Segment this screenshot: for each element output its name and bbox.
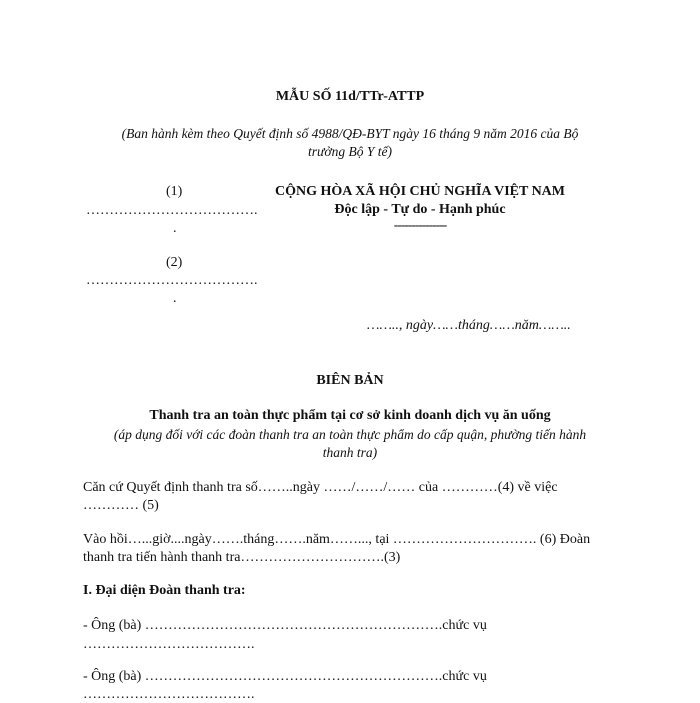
motto-rule: --------------- [393, 217, 447, 232]
date-line: …….., ngày……tháng……năm…….. [367, 318, 571, 333]
agency-dot-2: . [173, 291, 177, 306]
issued-note-line1: (Ban hành kèm theo Quyết định số 4988/QĐ-BYT ngày 16 tháng 9 năm 2016 của Bộ [121, 126, 579, 141]
inspector-2-line2: ………………………………. [83, 687, 255, 702]
section-1-heading: I. Đại diện Đoàn thanh tra: [83, 583, 246, 598]
agency-label-2: (2) [166, 255, 183, 270]
document-title: BIÊN BẢN [316, 373, 384, 388]
scope-line1: (áp dụng đối với các đoàn thanh tra an toàn thực phẩm do cấp quận, phường tiến hành [113, 427, 587, 442]
scope-line2: thanh tra) [322, 445, 378, 460]
inspector-1-line2: ………………………………. [83, 637, 255, 652]
paragraph-2-line2: thanh tra tiến hành thanh tra………………………….(3) [83, 550, 401, 565]
agency-dot-1: . [173, 221, 177, 236]
issued-note-line2: trưởng Bộ Y tế) [308, 144, 392, 159]
agency-dots-2: ………………………………. [86, 273, 258, 288]
national-title: CỘNG HÒA XÃ HỘI CHỦ NGHĨA VIỆT NAM [274, 184, 565, 199]
agency-dots-1: ………………………………. [86, 203, 258, 218]
document-subtitle: Thanh tra an toàn thực phẩm tại cơ sở kinh doanh dịch vụ ăn uống [149, 408, 551, 423]
agency-label-1: (1) [166, 184, 183, 199]
paragraph-2-line1: Vào hồi…...giờ....ngày…….tháng…….năm……..., tại …………………………. (6) Đoàn [83, 532, 591, 547]
form-code: MẪU SỐ 11d/TTr-ATTP [275, 89, 425, 104]
inspector-2-line1: - Ông (bà) ……………………………………………………….chức vụ [83, 669, 487, 684]
paragraph-1-line2: ………… (5) [83, 498, 159, 513]
inspector-1-line1: - Ông (bà) ……………………………………………………….chức vụ [83, 618, 487, 633]
paragraph-1-line1: Căn cứ Quyết định thanh tra số……..ngày ……/……/…… của …………(4) về việc [83, 480, 558, 495]
national-motto: Độc lập - Tự do - Hạnh phúc [334, 202, 506, 217]
